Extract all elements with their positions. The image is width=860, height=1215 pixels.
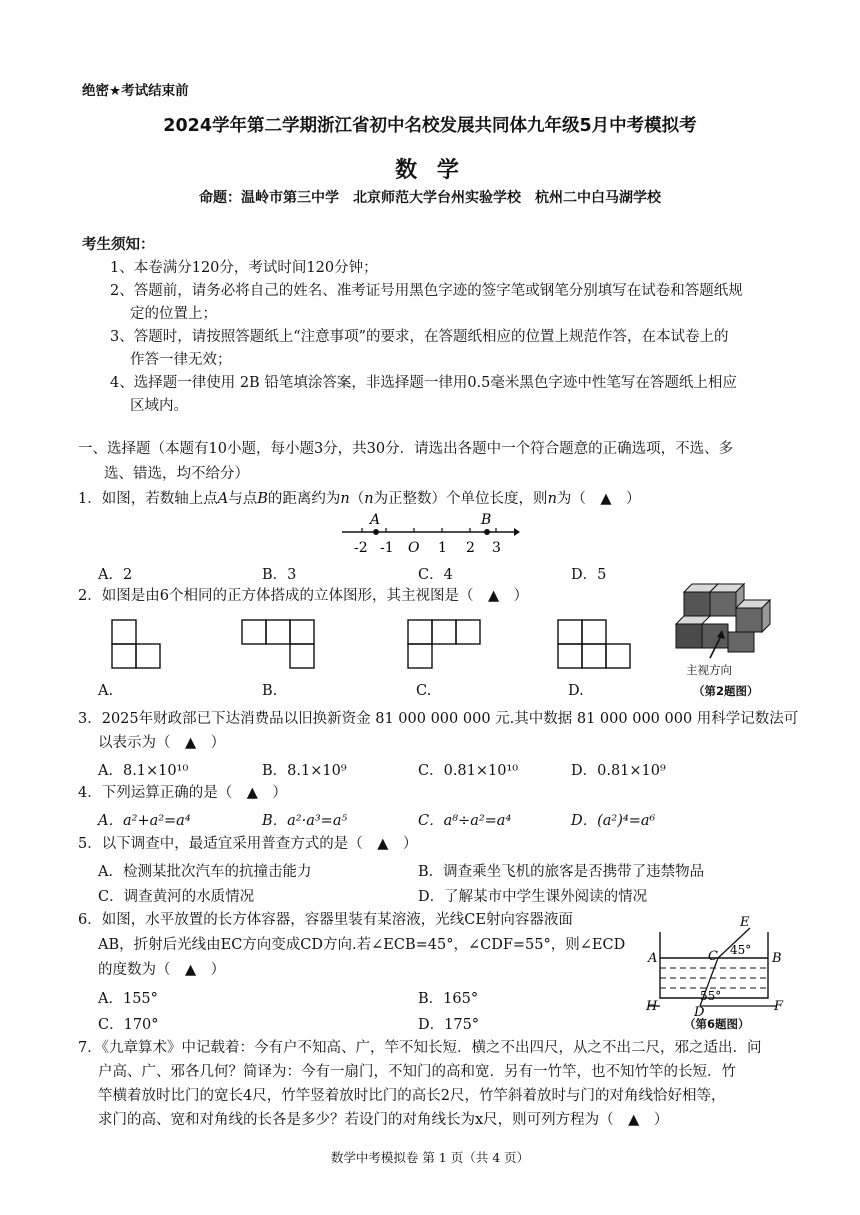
exam-title: 2024学年第二学期浙江省初中名校发展共同体九年级5月中考模拟考 [163,116,697,136]
q7-stem-cont3: 求门的高、宽和对角线的长各是多少？若设门的对角线长为x尺，则可列方程为（ ▲ ） [98,1112,669,1128]
q2-figure-caption: （第2题图） [693,684,759,698]
notice-item-1: 1、本卷满分120分，考试时间120分钟； [110,260,378,276]
notice-item-3: 3、答题时，请按照答题纸上“注意事项”的要求，在答题纸相应的位置上规范作答，在本试卷上的 [110,329,729,345]
q1-option-a: A．2 [98,567,133,583]
point-a-label: A [370,512,381,528]
q4-option-a: A．a²+a²=a⁴ [98,813,191,829]
q4-option-c: C．a⁸÷a²=a⁴ [418,813,512,829]
tick-label: -1 [380,540,394,556]
angle-45-label: 45° [730,943,752,957]
confidential-mark: 绝密★考试结束前 [82,83,189,99]
q5-option-b: B．调查乘坐飞机的旅客是否携带了违禁物品 [418,864,705,880]
q1-stem: 1．如图，若数轴上点A与点B的距离约为n（n为正整数）个单位长度，则n为（ ▲ ） [78,491,641,507]
q3-option-c: C．0.81×10¹⁰ [418,763,519,779]
q2-b-square [266,620,290,644]
notice-item-2: 2、答题前，请务必将自己的姓名、准考证号用黑色字迹的签字笔或钢笔分别填写在试卷和答题纸规 [110,283,743,299]
point-b-dot [484,529,490,535]
tick-label: 3 [492,540,501,556]
q2-d-square [606,644,630,668]
q6-option-c: C．170° [98,1017,159,1033]
q1-option-c: C．4 [418,567,453,583]
tick-label: O [408,540,420,556]
q2-a-square [112,644,136,668]
q3-stem: 3．2025年财政部已下达消费品以旧换新资金 81 000 000 000 元.其中数据 81 000 000 000 用科学记数法可 [78,711,799,727]
point-a-dot [373,529,379,535]
q2-cube-figure [672,578,782,660]
label-h: H [646,999,658,1014]
q5-stem: 5．以下调查中，最适宜采用普查方式的是（ ▲ ） [78,836,418,852]
tick-label: 2 [466,540,475,556]
q7-stem: 7．《九章算术》中记载着：今有户不知高、广，竿不知长短．横之不出四尺，从之不出二尺，邪之适出．问 [78,1040,762,1056]
authors-line: 命题：温岭市第三中学 北京师范大学台州实验学校 杭州二中白马湖学校 [199,190,661,206]
q2-option-b: B. [262,683,278,699]
notice-item-4: 4、选择题一律使用 2B 铅笔填涂答案，非选择题一律用0.5毫米黑色字迹中性笔写在答题纸上相应 [110,375,737,391]
section-heading-cont: 选、错选，均不给分） [104,466,249,482]
q3-option-a: A．8.1×10¹⁰ [98,763,189,779]
q2-d-square [582,644,606,668]
notice-item-4-cont: 区域内。 [130,398,188,414]
q6-option-a: A．155° [98,991,158,1007]
notice-heading: 考生须知： [82,237,155,253]
q2-d-square [582,620,606,644]
q2-c-square [432,620,456,644]
q2-d-square [558,644,582,668]
q3-option-b: B．8.1×10⁹ [262,763,347,779]
q5-option-a: A．检测某批次汽车的抗撞击能力 [98,864,312,880]
notice-item-3-cont: 作答一律无效； [130,352,232,368]
q6-stem: 6．如图，水平放置的长方体容器，容器里装有某溶液，光线CE射向容器液面 [78,912,573,928]
q7-stem-cont2: 竿横着放时比门的宽长4尺，竹竿竖着放时比门的高长2尺，竹竿斜着放时与门的对角线恰好相等， [98,1088,726,1104]
q6-container-figure [638,912,788,1016]
q2-option-d: D. [568,683,584,699]
q2-c-square [408,644,432,668]
q4-stem: 4．下列运算正确的是（ ▲ ） [78,785,287,801]
q6-stem-cont2: 的度数为（ ▲ ） [98,962,226,978]
label-c: C [708,949,718,964]
q6-option-d: D．175° [418,1017,480,1033]
q2-a-square [112,620,136,644]
q7-stem-cont1: 户高、广、邪各几何？简译为：今有一扇门，不知门的高和宽．另有一竹竿，也不知竹竿的长短．竹 [98,1064,736,1080]
q3-option-d: D．0.81×10⁹ [571,763,666,779]
subject-title: 数 学 [395,158,465,183]
tick-label: 1 [438,540,447,556]
q2-d-square [558,620,582,644]
label-d: D [694,1005,705,1016]
q2-b-square [290,644,314,668]
q2-b-square [242,620,266,644]
label-a: A [648,951,658,966]
q1-number-line [330,508,520,558]
q2-option-a: A. [98,683,114,699]
section-heading: 一、选择题（本题有10小题，每小题3分，共30分．请选出各题中一个符合题意的正确选项，不选、多 [78,441,734,457]
q4-option-d: D．(a²)⁴=a⁶ [571,813,656,829]
q2-c-square [456,620,480,644]
q2-b-square [290,620,314,644]
label-e: E [740,915,750,930]
q2-option-c: C. [416,683,432,699]
page-footer: 数学中考模拟卷 第 1 页（共 4 页） [330,1150,530,1165]
q1-option-d: D．5 [571,567,607,583]
q2-c-square [408,620,432,644]
q6-option-b: B．165° [418,991,479,1007]
q5-option-d: D．了解某市中学生课外阅读的情况 [418,889,648,905]
tick-label: -2 [354,540,368,556]
q6-figure-caption: （第6题图） [684,1017,750,1031]
q3-stem-cont: 以表示为（ ▲ ） [98,735,226,751]
q1-option-b: B．3 [262,567,297,583]
q2-view-direction-label: 主视方向 [686,663,732,677]
notice-item-2-cont: 定的位置上； [130,306,217,322]
point-b-label: B [481,512,492,528]
q6-stem-cont: AB，折射后光线由EC方向变成CD方向.若∠ECB=45°，∠CDF=55°，则∠ECD [98,937,626,953]
q2-view-options [100,612,680,672]
label-f: F [774,999,784,1014]
angle-55-label: 55° [700,989,722,1003]
q2-a-square [136,644,160,668]
q5-option-c: C．调查黄河的水质情况 [98,889,255,905]
q4-option-b: B．a²·a³=a⁵ [262,813,348,829]
label-b: B [772,951,782,966]
q2-stem: 2．如图是由6个相同的正方体搭成的立体图形，其主视图是（ ▲ ） [78,588,529,604]
